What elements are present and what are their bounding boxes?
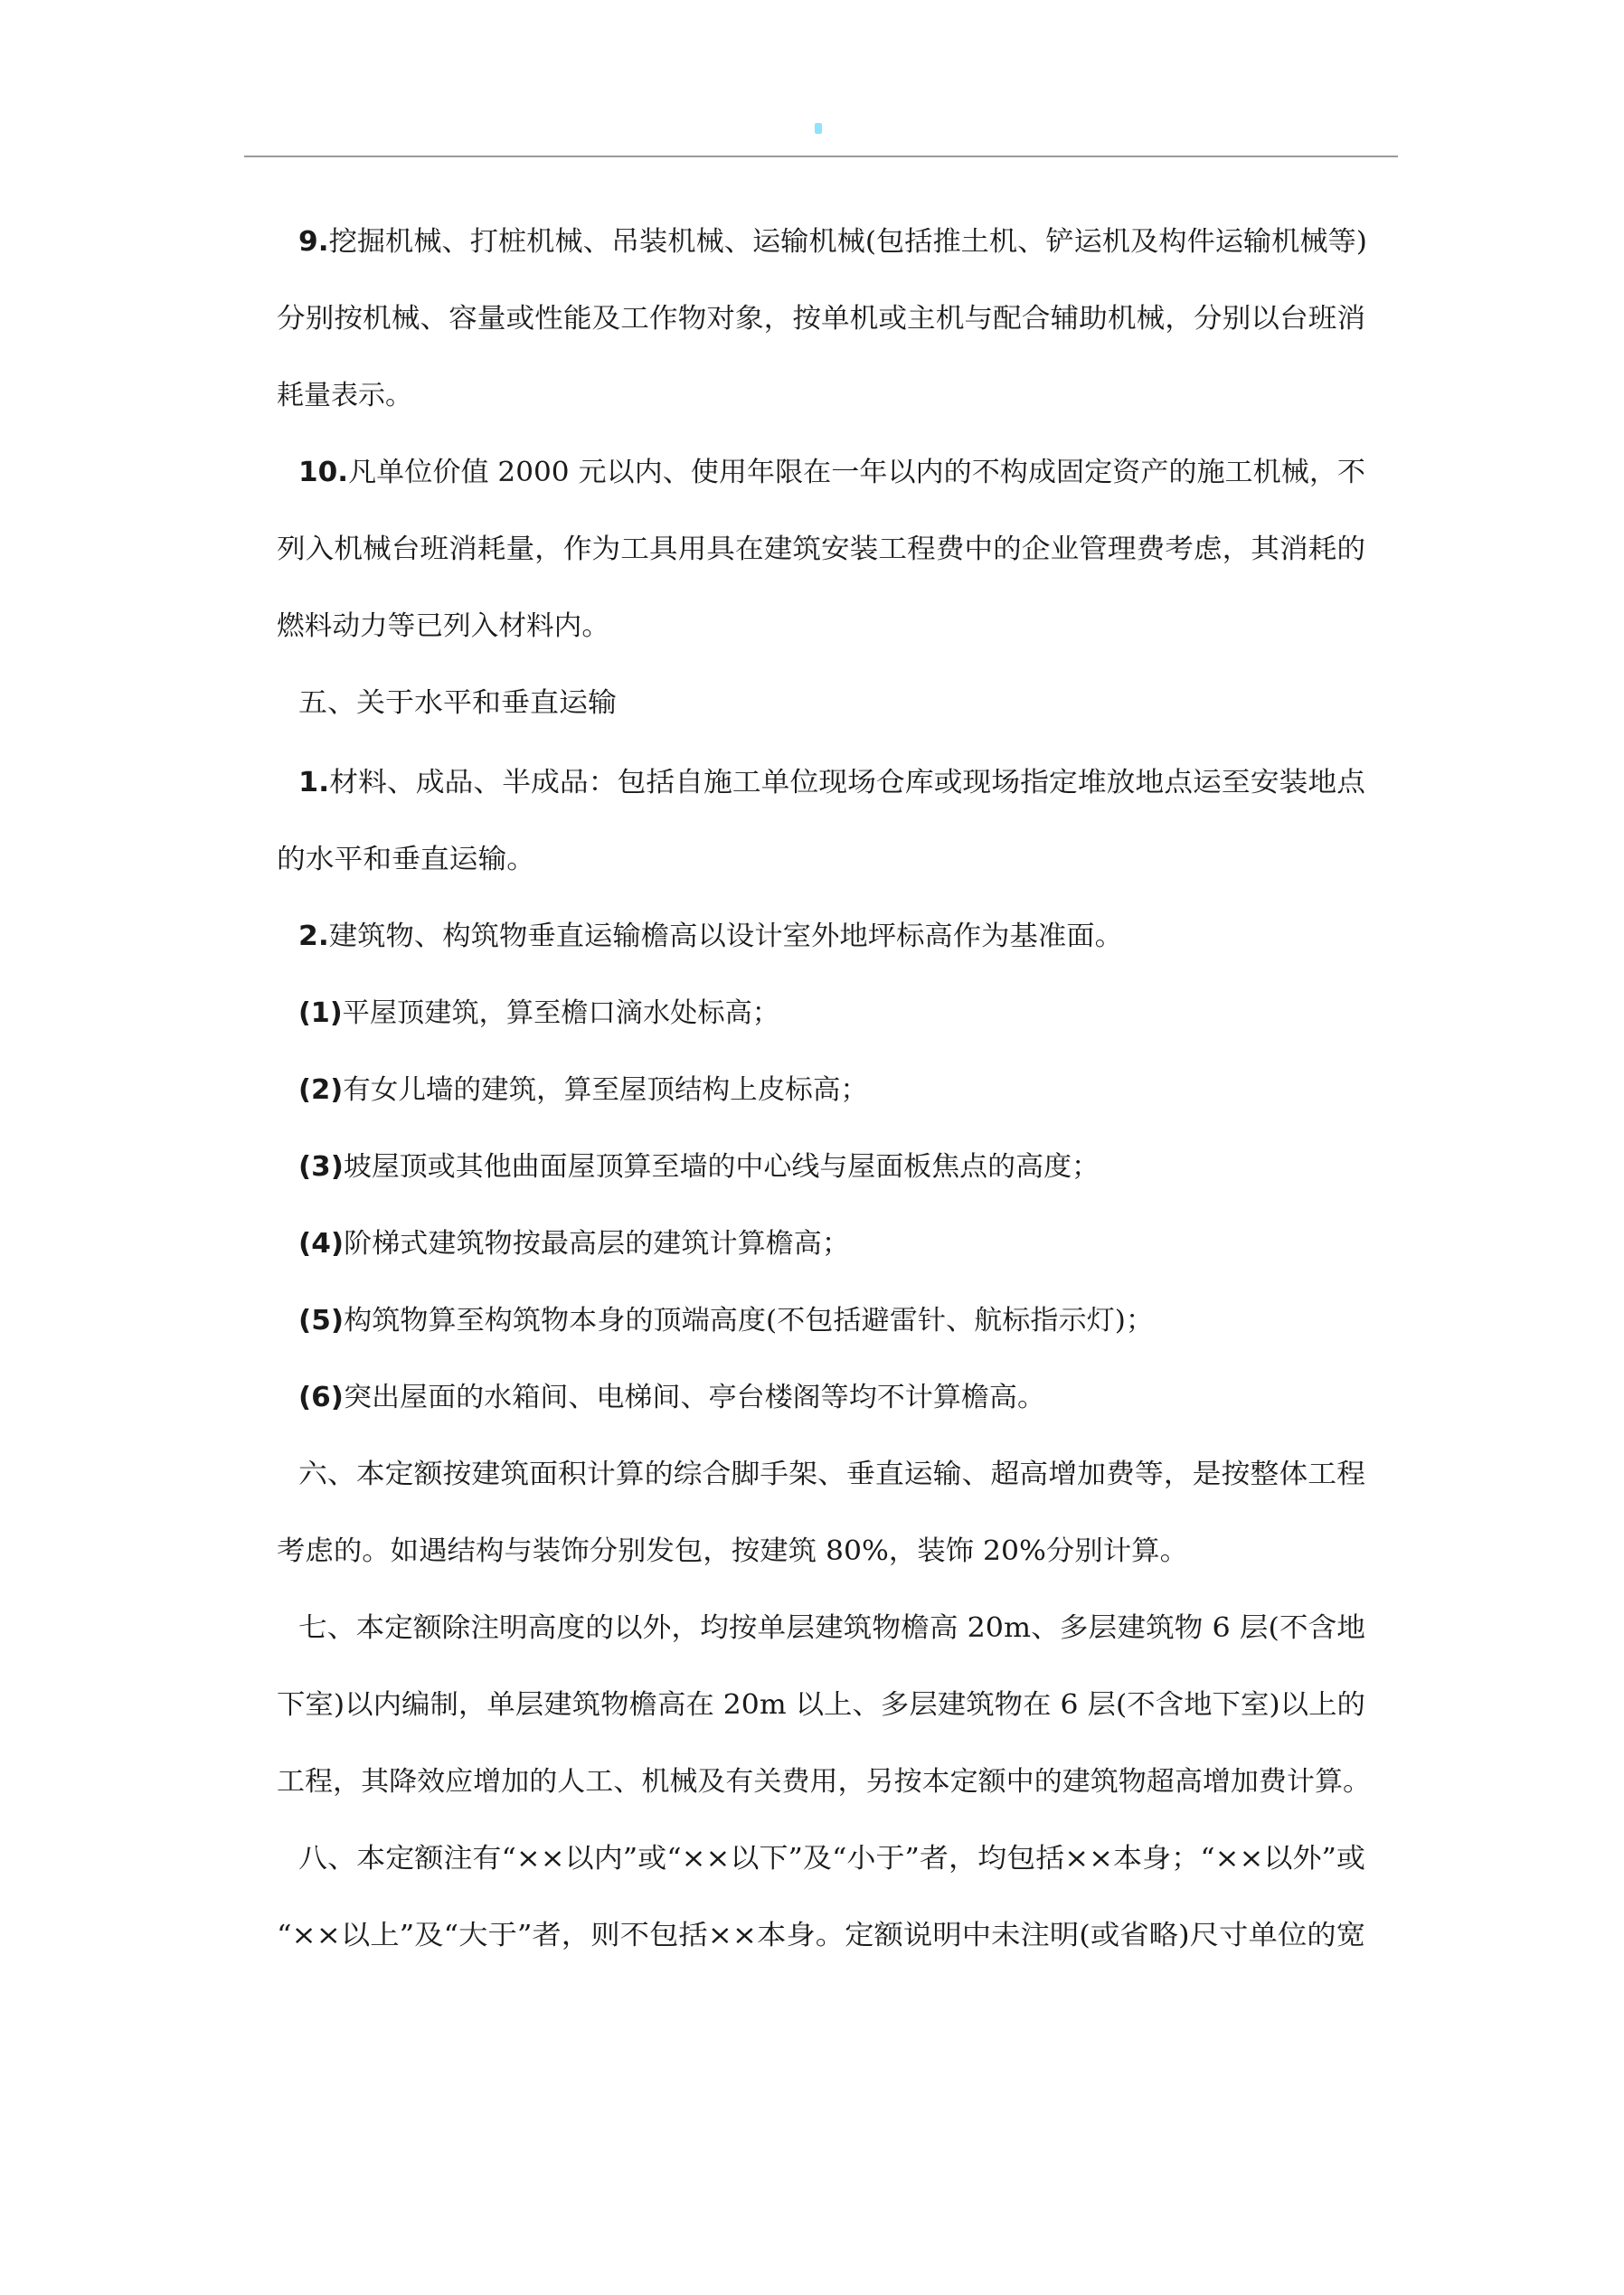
line-text: 构筑物算至构筑物本身的顶端高度(不包括避雷针、航标指示灯)； (344, 1305, 1154, 1336)
text-line (277, 301, 1365, 337)
text-line (298, 765, 1365, 801)
section-heading (298, 685, 617, 722)
line-text: 列入机械台班消耗量，作为工具用具在建筑安装工程费中的企业管理费考虑，其消耗的 (277, 534, 1365, 565)
text-line (298, 1072, 868, 1109)
item-number: (6) (298, 1382, 344, 1413)
line-text: 分别按机械、容量或性能及工作物对象，按单机或主机与配合辅助机械，分别以台班消 (277, 303, 1365, 335)
text-line (277, 842, 535, 878)
text-line (277, 532, 1365, 568)
line-text: 六、本定额按建筑面积计算的综合脚手架、垂直运输、超高增加费等，是按整体工程 (298, 1459, 1365, 1490)
line-text: 考虑的。如遇结构与装饰分别发包，按建筑 80%，装饰 20%分别计算。 (277, 1535, 1188, 1567)
line-text: 耗量表示。 (277, 380, 412, 411)
text-line (277, 1687, 1365, 1724)
line-text: 平屋顶建筑，算至檐口滴水处标高； (342, 997, 779, 1029)
text-line (298, 1226, 850, 1262)
text-line (298, 224, 1367, 260)
text-line (298, 455, 1365, 491)
line-text: 八、本定额注有“××以内”或“××以下”及“小于”者，均包括××本身；“××以外”或 (298, 1843, 1365, 1875)
line-text: 坡屋顶或其他曲面屋顶算至墙的中心线与屋面板焦点的高度； (343, 1151, 1100, 1183)
line-text: 材料、成品、半成品：包括自施工单位现场仓库或现场指定堆放地点运至安装地点 (329, 767, 1366, 798)
item-number: (5) (298, 1305, 345, 1336)
line-text: 有女儿墙的建筑，算至屋顶结构上皮标高； (343, 1074, 868, 1106)
line-text: “××以上”及“大于”者，则不包括××本身。定额说明中未注明(或省略)尺寸单位的宽 (277, 1920, 1365, 1951)
item-number: (3) (298, 1151, 344, 1183)
text-line (277, 378, 412, 414)
line-text: 突出屋面的水箱间、电梯间、亭台楼阁等均不计算檐高。 (343, 1382, 1045, 1413)
text-line (277, 1918, 1365, 1954)
item-number: (4) (298, 1228, 345, 1260)
item-number: 2. (298, 921, 329, 952)
text-line (277, 1764, 1371, 1800)
line-text: 下室)以内编制，单层建筑物檐高在 20m 以上、多层建筑物在 6 层(不含地下室)以上的 (277, 1689, 1366, 1721)
line-text: 建筑物、构筑物垂直运输檐高以设计室外地坪标高作为基准面。 (328, 921, 1123, 952)
line-text: 七、本定额除注明高度的以外，均按单层建筑物檐高 20m、多层建筑物 6 层(不含地 (298, 1612, 1365, 1644)
line-text: 工程，其降效应增加的人工、机械及有关费用，另按本定额中的建筑物超高增加费计算。 (277, 1766, 1371, 1798)
line-text: 的水平和垂直运输。 (277, 844, 535, 875)
section-heading (298, 1610, 1365, 1647)
item-number: 1. (298, 767, 330, 798)
line-text: 燃料动力等已列入材料内。 (277, 610, 609, 642)
item-number: (1) (298, 997, 343, 1029)
text-line (298, 1380, 1045, 1416)
section-heading (298, 1841, 1365, 1877)
line-text: 凡单位价值 2000 元以内、使用年限在一年以内的不构成固定资产的施工机械，不 (348, 457, 1366, 488)
item-number: 10. (298, 457, 349, 488)
line-text: 挖掘机械、打桩机械、吊装机械、运输机械(包括推土机、铲运机及构件运输机械等) (328, 226, 1368, 258)
text-line (298, 996, 779, 1032)
line-text: 五、关于水平和垂直运输 (298, 687, 617, 719)
item-number: 9. (298, 226, 329, 258)
text-line (298, 1303, 1154, 1339)
text-line (298, 1149, 1100, 1185)
text-line (277, 1534, 1188, 1570)
item-number: (2) (298, 1074, 344, 1106)
text-line (298, 919, 1123, 955)
line-text: 阶梯式建筑物按最高层的建筑计算檐高； (344, 1228, 850, 1260)
text-line (277, 609, 609, 645)
section-heading (298, 1457, 1365, 1493)
